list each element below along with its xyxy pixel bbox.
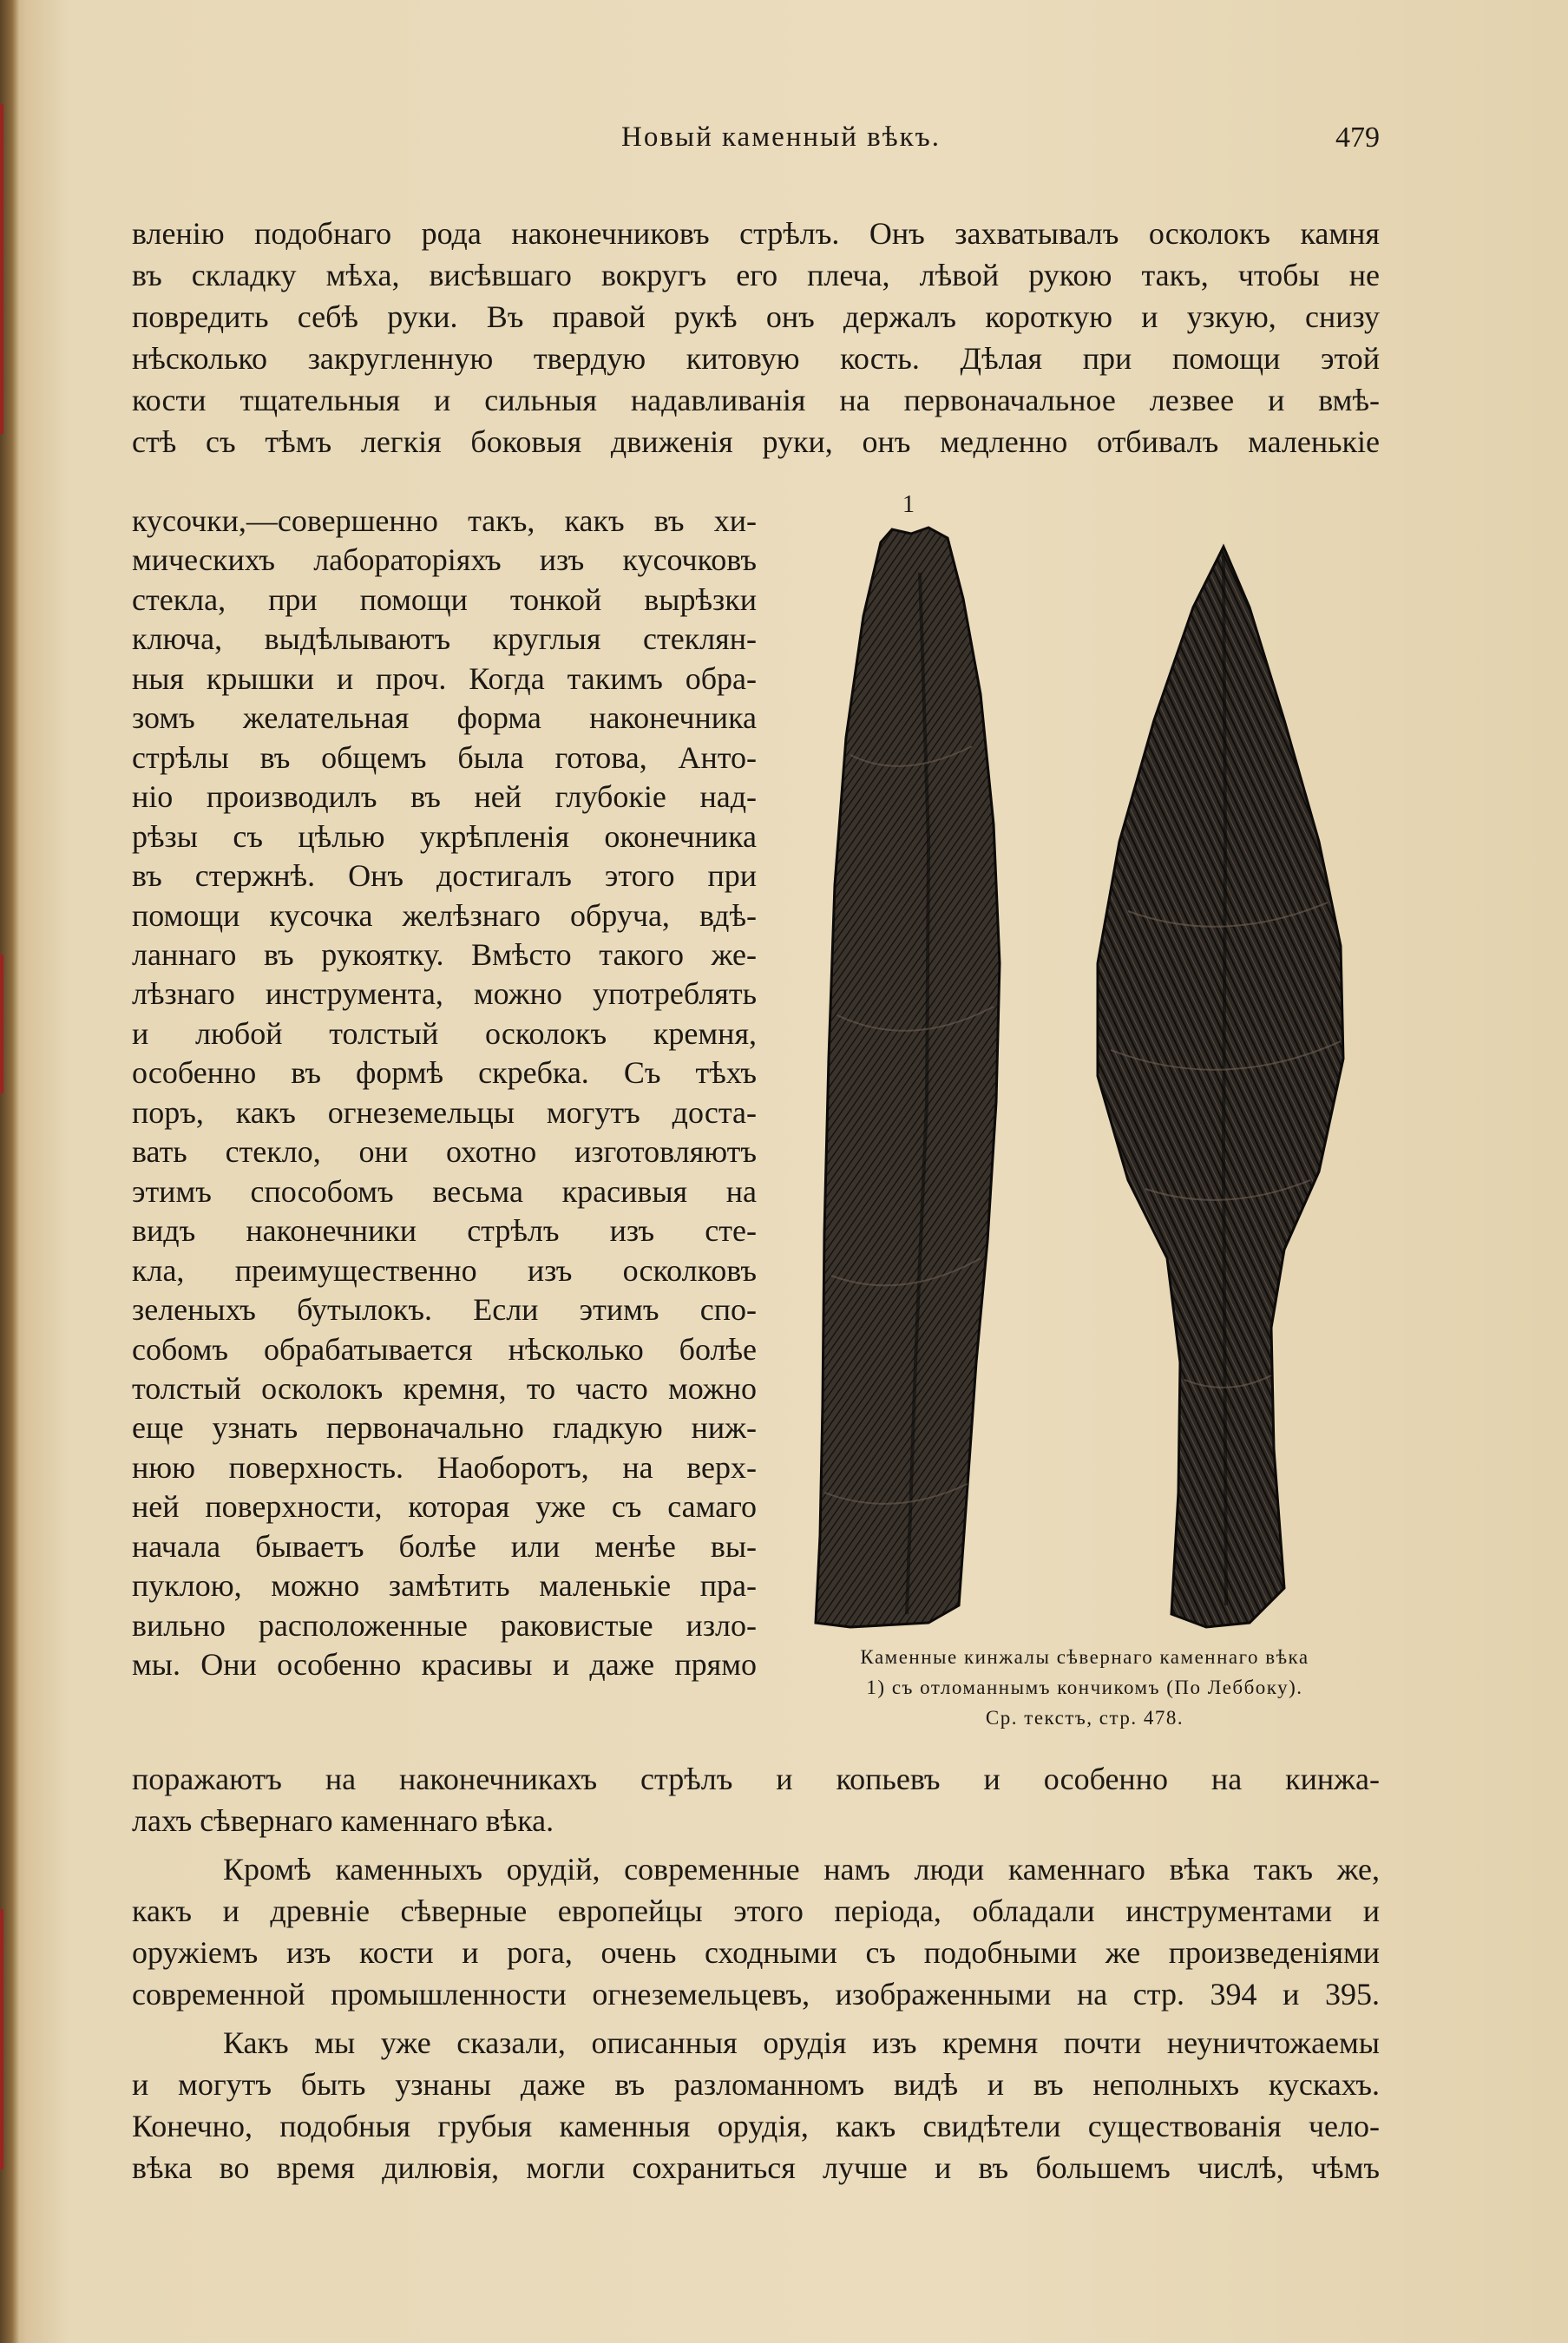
text-line: пуклою, можно замѣтить маленькіе пра-: [132, 1568, 757, 1604]
text-line: нѣсколько закругленную твердую китовую кость. Дѣлая при помощи этой: [132, 341, 1380, 376]
text-line: стрѣлы въ общемъ была готова, Анто-: [132, 739, 757, 775]
text-line: Конечно, подобныя грубыя каменныя орудія, какъ свидѣтели существованія чело-: [132, 2109, 1380, 2143]
figure-caption: [781, 1642, 1388, 1733]
text-line: повредить себѣ руки. Въ правой рукѣ онъ держалъ короткую и узкую, снизу: [132, 299, 1380, 334]
text-line: ключа, выдѣлываютъ круглыя стеклян-: [132, 621, 757, 657]
text-line: зомъ желательная форма наконечника: [132, 700, 757, 736]
text-line: видъ наконечники стрѣлъ изъ сте-: [132, 1213, 757, 1249]
text-line: поръ, какъ огнеземельцы могутъ доста-: [132, 1094, 757, 1130]
text-line: какъ и древніе сѣверные европейцы этого періода, обладали инструментами и: [132, 1893, 1380, 1928]
text-line: стѣ съ тѣмъ легкія боковыя движенія руки, онъ медленно отбивалъ маленькіе: [132, 424, 1380, 459]
text-line: Кромѣ каменныхъ орудій, современные намъ люди каменнаго вѣка такъ же,: [223, 1852, 1380, 1887]
text-line: толстый осколокъ кремня, то часто можно: [132, 1370, 757, 1406]
text-line: вать стекло, они охотно изготовляютъ: [132, 1134, 757, 1170]
text-line: помощи кусочка желѣзнаго обруча, вдѣ-: [132, 897, 757, 933]
text-line: этимъ способомъ весьма красивыя на: [132, 1173, 757, 1209]
text-line: собомъ обрабатывается нѣсколько болѣе: [132, 1331, 757, 1367]
paragraph-1-narrow-column: [132, 502, 757, 1685]
caption-line: Каменные кинжалы сѣвернаго каменнаго вѣка: [860, 1646, 1309, 1668]
text-line: вѣка во время дилювія, могли сохраниться лучше и въ большемъ числѣ, чѣмъ: [132, 2150, 1380, 2185]
stone-daggers-engraving: [798, 495, 1388, 1736]
paragraph-1-opening: [132, 213, 1380, 463]
text-line: современной промышленности огнеземельцевъ, изображенными на стр. 394 и 395.: [132, 1977, 1380, 2012]
text-line: стекла, при помощи тонкой вырѣзки: [132, 581, 757, 617]
text-line: кости тщательныя и сильныя надавливанія на первоначальное лезвее и вмѣ-: [132, 383, 1380, 417]
figure-number: 1: [902, 491, 915, 518]
text-line: Какъ мы уже сказали, описанныя орудія изъ кремня почти неуничтожаемы: [223, 2025, 1380, 2060]
text-line: вленію подобнаго рода наконечниковъ стрѣлъ. Онъ захватывалъ осколокъ камня: [132, 216, 1380, 251]
text-line: мическихъ лабораторіяхъ изъ кусочковъ: [132, 542, 757, 578]
spine-red-binding-mark: [0, 955, 3, 1093]
paragraph-3: [132, 2022, 1380, 2189]
text-line: ланнаго въ рукоятку. Вмѣсто такого же-: [132, 936, 757, 972]
text-line: лѣзнаго инструмента, можно употреблять: [132, 976, 757, 1012]
text-line: еще узнать первоначально гладкую ниж-: [132, 1410, 757, 1446]
dagger-pointed: [1098, 547, 1343, 1627]
text-line: ніо производилъ въ ней глубокіе над-: [132, 779, 757, 815]
dagger-broken-tip: [816, 528, 1000, 1627]
text-line: поражаютъ на наконечникахъ стрѣлъ и копьевъ и особенно на кинжа-: [132, 1762, 1380, 1796]
text-line: нюю поверхность. Наоборотъ, на верх-: [132, 1449, 757, 1485]
text-line: оружіемъ изъ кости и рога, очень сходными съ подобными же произведеніями: [132, 1935, 1380, 1970]
text-line: въ стержнѣ. Онъ достигалъ этого при: [132, 858, 757, 894]
text-line: зеленыхъ бутылокъ. Если этимъ спо-: [132, 1292, 757, 1328]
text-line: мы. Они особенно красивы и даже прямо: [132, 1647, 757, 1683]
text-line: особенно въ формѣ скребка. Съ тѣхъ: [132, 1055, 757, 1091]
text-line: ныя крышки и проч. Когда такимъ обра-: [132, 660, 757, 696]
caption-line: 1) съ отломаннымъ кончикомъ (По Леббоку).: [866, 1677, 1303, 1698]
text-line: вильно расположенные раковистые изло-: [132, 1607, 757, 1643]
text-line: и любой толстый осколокъ кремня,: [132, 1015, 757, 1051]
text-line: ней поверхности, которая уже съ самаго: [132, 1489, 757, 1525]
page-number: 479: [1335, 121, 1380, 154]
running-title: Новый каменный вѣкъ.: [621, 121, 941, 153]
paragraph-1-tail: [132, 1758, 1380, 1841]
paragraph-2: [132, 1848, 1380, 2015]
caption-line: Ср. текстъ, стр. 478.: [985, 1707, 1184, 1729]
spine-red-binding-mark: [0, 1909, 3, 2169]
text-line: начала бываетъ болѣе или менѣе вы-: [132, 1528, 757, 1564]
text-line: въ складку мѣха, висѣвшаго вокругъ его плеча, лѣвой рукою такъ, чтобы не: [132, 258, 1380, 292]
spine-red-binding-mark: [0, 104, 3, 434]
text-line: кусочки,—совершенно такъ, какъ въ хи-: [132, 503, 757, 538]
text-line: и могутъ быть узнаны даже въ разломанномъ видѣ и въ неполныхъ кускахъ.: [132, 2067, 1380, 2102]
text-line: кла, преимущественно изъ осколковъ: [132, 1252, 757, 1288]
text-line: лахъ сѣвернаго каменнаго вѣка.: [132, 1803, 554, 1838]
text-line: рѣзы съ цѣлью укрѣпленія оконечника: [132, 818, 757, 854]
